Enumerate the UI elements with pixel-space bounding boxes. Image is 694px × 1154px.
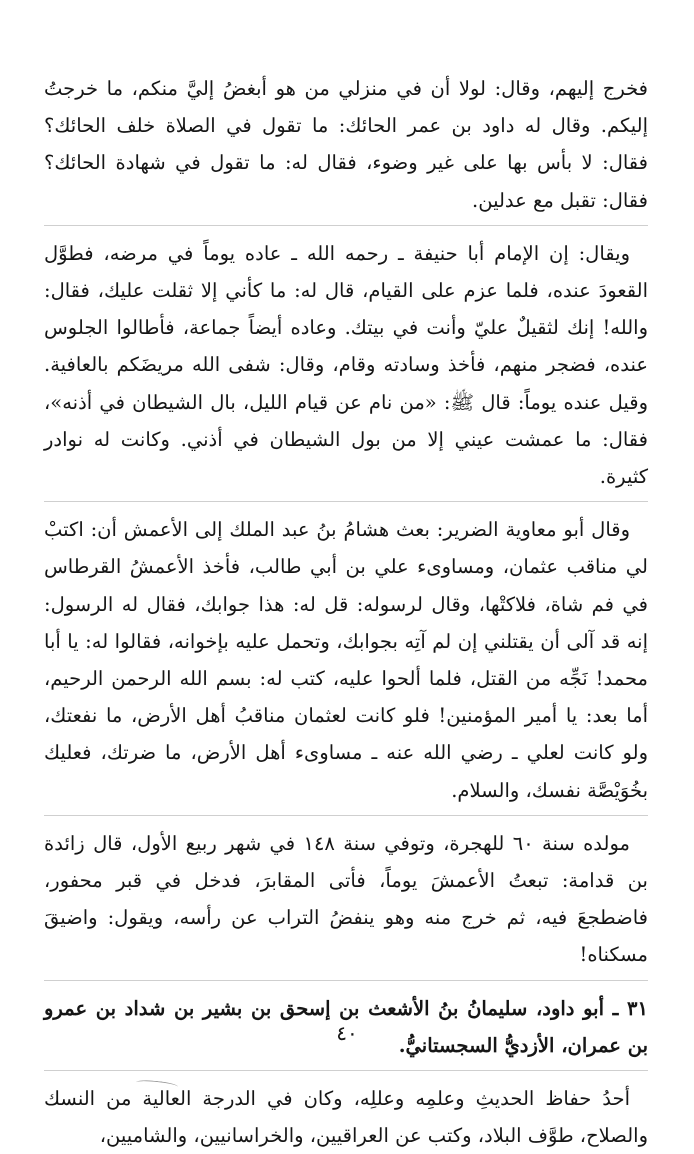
entry-heading-abu-dawud: ٣١ ـ أبو داود، سليمانُ بنُ الأشعث بن إسحق بن بشير بن شداد بن عمرو بن عمران، الأزديُّ السجستانيُّ. (44, 996, 648, 1057)
page-number: ٤٠ (336, 1021, 358, 1045)
paragraph-abu-dawud-intro: أحدُ حفاظ الحديثِ وعلمِه وعللِه، وكان في الدرجة العالية من النسك والصلاح، طوَّف البلاد، وكتب عن العراقيين، والخراسانيين، والشاميين، (44, 1087, 648, 1148)
paragraph-abu-hanifa-visit: ويقال: إن الإمام أبا حنيفة ـ رحمه الله ـ عاده يوماً في مرضه، فطوَّل القعودَ عنده، فلما عزم على القيام، قال له: ما كأني إلا ثقلت عليك، فقال: والله! إنك لثقيلٌ عليّ وأنت في بيتك. وعاده أيضاً جماعة، فأطالوا الجلوس عنده، فضجر منهم، فأخذ وسادته وقام، وقال: شفى الله مريضَكم بالعافية. وقيل عنده يوماً: قال ﷺ: «من نام عن قيام الليل، بال الشيطان في أذنه»، فقال: ما عمشت عيني إلا من بول الشيطان في أذني. وكانت له نوادر كثيرة. (44, 241, 648, 489)
paragraph-tailor-anecdote: فخرج إليهم، وقال: لولا أن في منزلي من هو أبغضُ إليَّ منكم، ما خرجتُ إليكم. وقال له داود بن عمر الحائك: ما تقول في الصلاة خلف الحائك؟ فقال: لا بأس بها على غير وضوء، فقال له: ما تقول في شهادة الحائك؟ فقال: تقبل مع عدلين. (44, 77, 648, 212)
paragraph-hisham-letter: وقال أبو معاوية الضرير: بعث هشامُ بنُ عبد الملك إلى الأعمش أن: اكتبْ لي مناقب عثمان، ومساوىء علي بن أبي طالب، فأخذ الأعمشُ القرطاس في فم شاة، فلاكتْها، وقال لرسوله: قل له: هذا جوابك، فقال له الرسول: إنه قد آلى أن يقتلني إن لم آتِه بجوابك، وتحمل عليه بإخوانه، فقالوا له: يا أبا محمد! نَجِّه من القتل، فلما ألحوا عليه، كتب له: بسم الله الرحمن الرحيم، أما بعد: يا أمير المؤمنين! فلو كانت لعثمان مناقبُ أهل الأرض، ما نفعتك، ولو كانت لعلي ـ رضي الله عنه ـ مساوىء أهل الأرض، ما ضرتك، فعليك بخُوَيْصَّة نفسك، والسلام. (44, 518, 648, 802)
paragraph-divider (44, 501, 648, 502)
paragraph-divider (44, 980, 648, 981)
page-body (44, 70, 648, 1154)
paragraph-divider (44, 1070, 648, 1071)
paragraph-divider (44, 815, 648, 816)
paragraph-birth-death: مولده سنة ٦٠ للهجرة، وتوفي سنة ١٤٨ في شهر ربيع الأول، قال زائدة بن قدامة: تبعتُ الأعمشَ يوماً، فأتى المقابرَ، فدخل في قبر محفور، فاضطجعَ فيه، ثم خرج منه وهو ينفضُ التراب عن رأسه، ويقول: واضيقَ مسكناه! (44, 831, 648, 967)
paragraph-divider (44, 225, 648, 226)
